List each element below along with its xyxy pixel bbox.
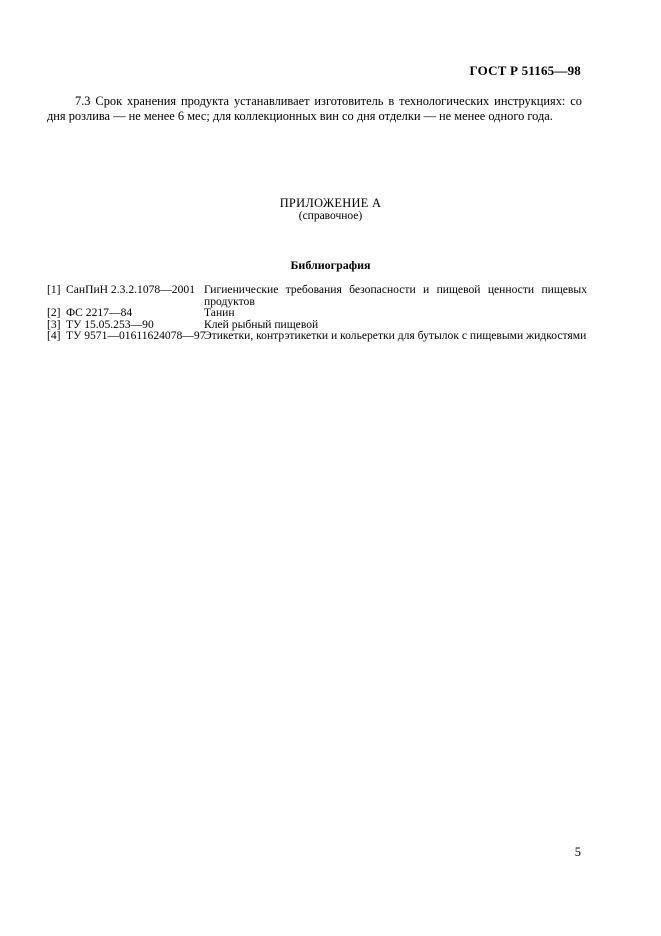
bibliography-item-description: Клей рыбный пищевой [204, 317, 319, 331]
document-code-header: ГОСТ Р 51165—98 [469, 63, 581, 78]
bibliography-title: Библиография [290, 258, 371, 272]
appendix-title: ПРИЛОЖЕНИЕ А [279, 196, 382, 210]
bibliography-item-description: Этикетки, контрэтикетки и кольеретки для бутылок с пищевыми жидкостями [204, 329, 587, 342]
bibliography-list [47, 284, 587, 342]
bibliography-item [47, 284, 587, 307]
bibliography-item-number: [2] [47, 306, 61, 319]
bibliography-item-number: [4] [47, 329, 61, 342]
appendix-subtitle: (справочное) [298, 210, 363, 222]
bibliography-item [47, 330, 587, 342]
page-number: 5 [574, 845, 581, 859]
bibliography-item-number: [1] [47, 283, 61, 296]
bibliography-item-description: Танин [204, 306, 235, 319]
bibliography-item [47, 307, 587, 319]
bibliography-item-reference: ТУ 15.05.253—90 [66, 317, 154, 331]
bibliography-item-description: Гигиенические требования безопасности и пищевой ценности пищевых продуктов [204, 283, 587, 308]
section-7-3-line-1: 7.3 Срок хранения продукта устанавливает изготовитель в технологических инструкциях: со [75, 94, 582, 108]
bibliography-item-reference: СанПиН 2.3.2.1078—2001 [66, 283, 195, 296]
bibliography-item-number: [3] [47, 317, 61, 331]
bibliography-item-reference: ТУ 9571—01611624078—97 [66, 329, 206, 342]
section-7-3-paragraph [47, 94, 582, 124]
bibliography-item-reference: ФС 2217—84 [66, 306, 133, 319]
section-7-3-line-2: дня розлива — не менее 6 мес; для коллекционных вин со дня отделки — не менее одного года. [47, 109, 553, 123]
